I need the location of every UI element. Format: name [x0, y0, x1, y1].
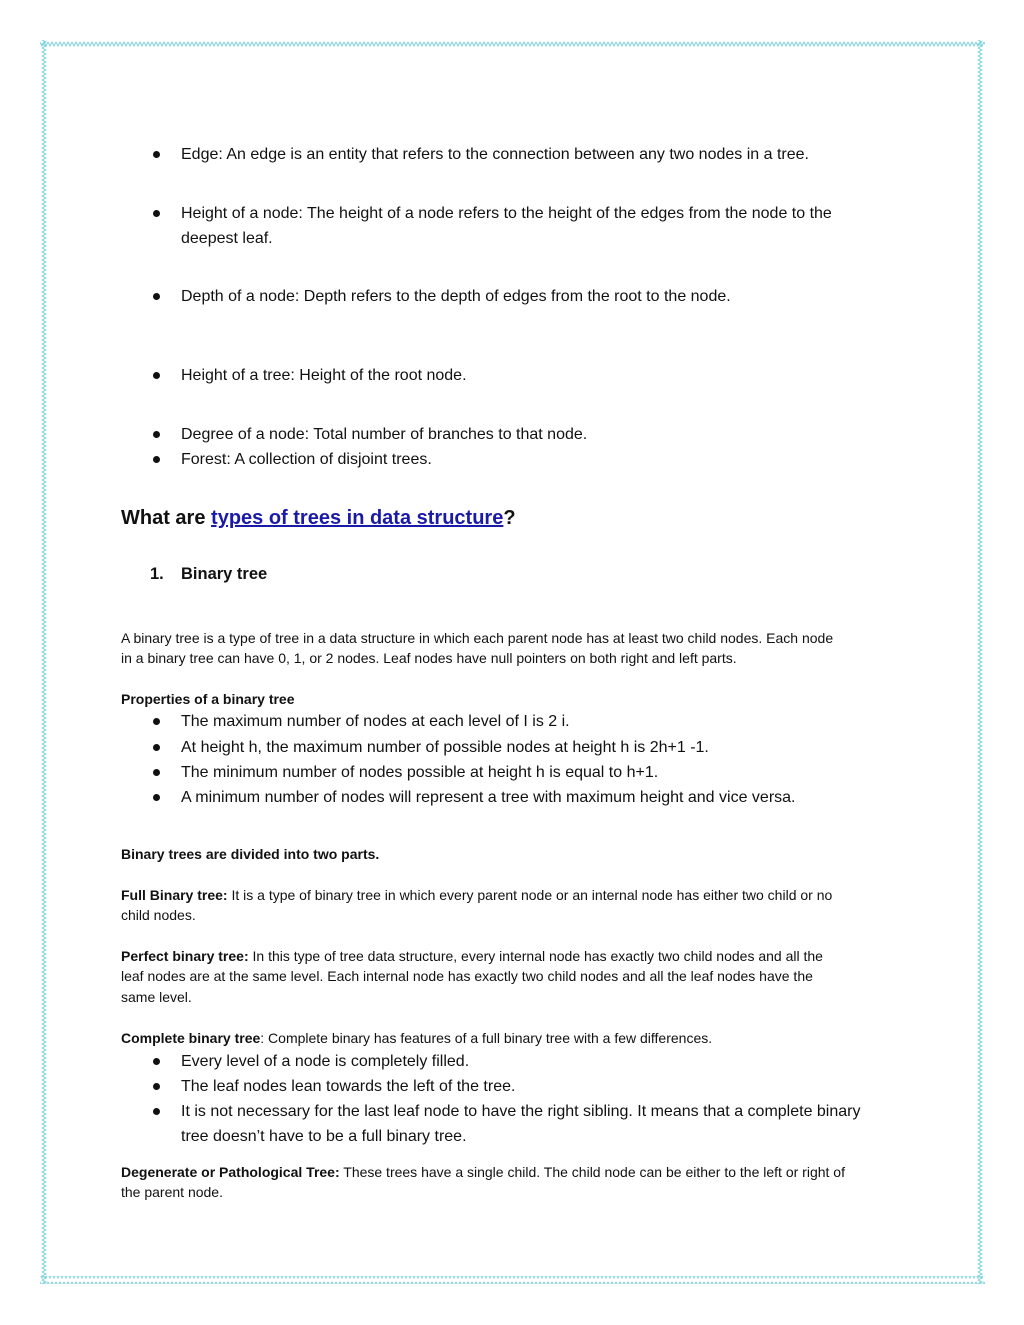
definition-height-node: Height of a node: The height of a node refers to the height of the edges from the node to the [181, 205, 832, 222]
bullet-icon [153, 1058, 160, 1065]
perfect-binary-tree-line1 [121, 946, 823, 967]
complete-bullet-item-cont: tree doesn’t have to be a full binary tree. [181, 1128, 467, 1145]
bullet-icon [153, 210, 160, 217]
bullet-icon [153, 456, 160, 463]
degenerate-tree-line2: the parent node. [121, 1184, 223, 1200]
heading-prefix: What are [121, 507, 212, 529]
definition-depth: Depth of a node: Depth refers to the depth of edges from the root to the node. [181, 288, 731, 305]
bullet-icon [153, 1083, 160, 1090]
complete-bullet-item: It is not necessary for the last leaf node to have the right sibling. It means that a complete binary [181, 1103, 861, 1120]
section-heading [121, 507, 516, 530]
property-item: The maximum number of nodes at each level of I is 2 i. [181, 713, 570, 730]
full-binary-tree-text: It is a type of binary tree in which every parent node or an internal node has either two child or no [227, 887, 833, 903]
section-number: 1. [150, 565, 164, 583]
definition-height-node-cont: deepest leaf. [181, 230, 273, 247]
bullet-icon [153, 744, 160, 751]
bullet-icon [153, 1108, 160, 1115]
types-of-trees-link[interactable]: types of trees in data structure [211, 507, 504, 529]
bullet-icon [153, 794, 160, 801]
complete-binary-tree-text: : Complete binary has features of a full binary tree with a few differences. [260, 1030, 713, 1046]
bullet-icon [153, 769, 160, 776]
degenerate-tree-text: These trees have a single child. The child node can be either to the left or right of [339, 1164, 845, 1180]
property-item: A minimum number of nodes will represent a tree with maximum height and vice versa. [181, 789, 796, 806]
complete-bullet-item: Every level of a node is completely filled. [181, 1053, 470, 1070]
perfect-binary-tree-line2: leaf nodes are at the same level. Each internal node has exactly two child nodes and all the leaf nodes have the [121, 968, 813, 984]
definition-edge: Edge: An edge is an entity that refers to the connection between any two nodes in a tree. [181, 146, 809, 163]
bullet-icon [153, 151, 160, 158]
property-item: At height h, the maximum number of possible nodes at height h is 2h+1 -1. [181, 739, 709, 756]
bullet-icon [153, 372, 160, 379]
definition-height-tree: Height of a tree: Height of the root node. [181, 367, 467, 384]
perfect-binary-tree-line3: same level. [121, 989, 192, 1005]
complete-binary-tree-label: Complete binary tree [121, 1030, 261, 1046]
full-binary-tree-line1 [121, 885, 832, 906]
bullet-icon [153, 431, 160, 438]
bullet-icon [153, 293, 160, 300]
properties-title: Properties of a binary tree [121, 691, 295, 707]
complete-bullet-item: The leaf nodes lean towards the left of the tree. [181, 1078, 516, 1095]
degenerate-tree-line1 [121, 1162, 845, 1183]
complete-binary-tree-line [121, 1028, 712, 1049]
full-binary-tree-label: Full Binary tree: [121, 887, 228, 903]
perfect-binary-tree-text: In this type of tree data structure, every internal node has exactly two child nodes and all the [248, 948, 823, 964]
heading-suffix: ? [503, 507, 516, 529]
bullet-icon [153, 718, 160, 725]
full-binary-tree-line2: child nodes. [121, 907, 196, 923]
definition-degree: Degree of a node: Total number of branches to that node. [181, 426, 588, 443]
definition-forest: Forest: A collection of disjoint trees. [181, 451, 432, 468]
property-item: The minimum number of nodes possible at height h is equal to h+1. [181, 764, 659, 781]
binary-tree-intro-line1: A binary tree is a type of tree in a data structure in which each parent node has at least two child nodes. Each node [121, 630, 834, 646]
binary-tree-intro-line2: in a binary tree can have 0, 1, or 2 nodes. Leaf nodes have null pointers on both right and left parts. [121, 650, 737, 666]
perfect-binary-tree-label: Perfect binary tree: [121, 948, 249, 964]
degenerate-tree-label: Degenerate or Pathological Tree: [121, 1164, 340, 1180]
divided-title: Binary trees are divided into two parts. [121, 846, 380, 862]
section-title-binary-tree: Binary tree [181, 565, 268, 583]
